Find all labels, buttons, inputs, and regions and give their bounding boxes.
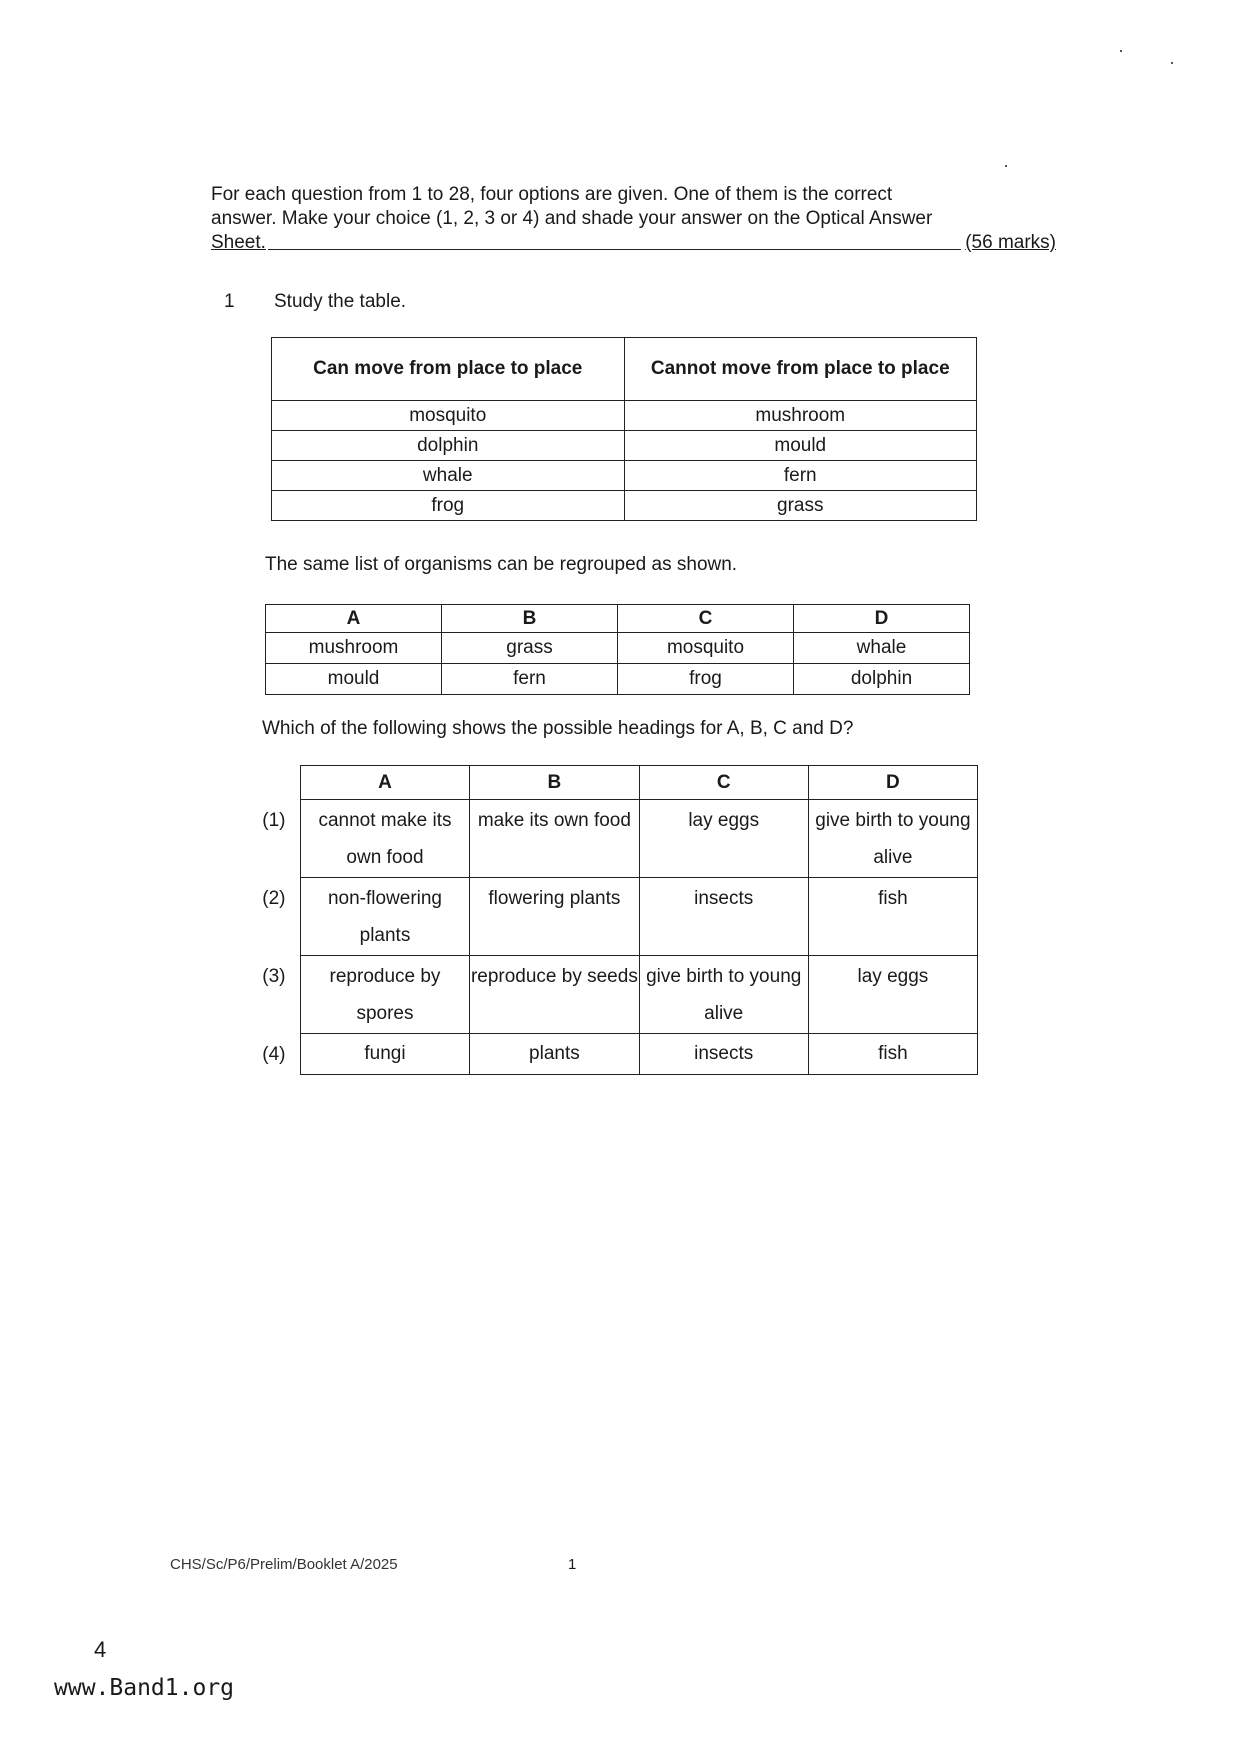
table-cell: grass: [624, 491, 977, 521]
footer-booklet-code: CHS/Sc/P6/Prelim/Booklet A/2025: [170, 1556, 398, 1573]
total-marks: (56 marks): [965, 232, 1056, 253]
option-cell: fish: [808, 878, 977, 956]
option-cell: give birth to young alive: [808, 800, 977, 878]
option-row-4[interactable]: [248, 1034, 978, 1075]
instructions-sheet-label: Sheet.: [211, 232, 266, 253]
options-header-spacer: [248, 766, 300, 800]
table-cell: whale: [794, 633, 970, 664]
option-cell: insects: [639, 878, 808, 956]
option-cell: plants: [470, 1034, 639, 1075]
group-header-a: A: [266, 605, 442, 633]
options-header-a: A: [300, 766, 469, 800]
table-cell: whale: [272, 461, 625, 491]
group-header-b: B: [442, 605, 618, 633]
options-header-d: D: [808, 766, 977, 800]
instructions-underline-fill: [268, 249, 961, 250]
table-cell: mosquito: [272, 401, 625, 431]
option-cell: fish: [808, 1034, 977, 1075]
option-cell: give birth to young alive: [639, 956, 808, 1034]
option-row-3[interactable]: [248, 956, 978, 1034]
option-cell: cannot make its own food: [300, 800, 469, 878]
movement-header-cannot-move: Cannot move from place to place: [624, 338, 977, 401]
page-number: 4: [94, 1637, 107, 1662]
options-table-header-row: [248, 766, 978, 800]
question-stem: Study the table.: [274, 291, 407, 312]
question-number: 1: [224, 291, 235, 312]
option-cell: non-flowering plants: [300, 878, 469, 956]
instructions-line-1: For each question from 1 to 28, four options are given. One of them is the correct: [211, 184, 893, 205]
table-row: [272, 491, 977, 521]
footer-page-number: 1: [568, 1556, 577, 1573]
table-row: [272, 431, 977, 461]
table-row: [272, 401, 977, 431]
option-cell: reproduce by seeds: [470, 956, 639, 1034]
option-number: (3): [262, 965, 286, 987]
table-cell: fern: [624, 461, 977, 491]
option-cell: lay eggs: [808, 956, 977, 1034]
table-cell: dolphin: [794, 664, 970, 695]
scan-speck: [1005, 165, 1007, 167]
table-cell: fern: [442, 664, 618, 695]
table-cell: dolphin: [272, 431, 625, 461]
table-cell: mushroom: [266, 633, 442, 664]
option-cell: reproduce by spores: [300, 956, 469, 1034]
option-cell: insects: [639, 1034, 808, 1075]
table-cell: mosquito: [618, 633, 794, 664]
option-cell: flowering plants: [470, 878, 639, 956]
instructions-line-3: [211, 231, 1056, 255]
instructions-line-2: answer. Make your choice (1, 2, 3 or 4) and shade your answer on the Optical Answer: [211, 208, 933, 229]
table-cell: mushroom: [624, 401, 977, 431]
option-cell: fungi: [300, 1034, 469, 1075]
group-table: [265, 604, 970, 695]
table-cell: frog: [618, 664, 794, 695]
table-cell: grass: [442, 633, 618, 664]
group-header-d: D: [794, 605, 970, 633]
option-number: (4): [262, 1043, 286, 1065]
movement-table: [271, 337, 977, 521]
instructions: [211, 183, 1056, 255]
options-header-b: B: [470, 766, 639, 800]
movement-table-header-row: [272, 338, 977, 401]
option-number: (1): [262, 809, 286, 831]
option-row-1[interactable]: [248, 800, 978, 878]
table-row: [266, 633, 970, 664]
option-number: (2): [262, 887, 286, 909]
option-row-2[interactable]: [248, 878, 978, 956]
movement-header-can-move: Can move from place to place: [272, 338, 625, 401]
table-cell: mould: [266, 664, 442, 695]
site-url-watermark: www.Band1.org: [54, 1675, 235, 1701]
table-cell: mould: [624, 431, 977, 461]
table-row: [266, 664, 970, 695]
table-cell: frog: [272, 491, 625, 521]
scan-speck: [1171, 62, 1173, 64]
options-table: [248, 765, 978, 1075]
option-cell: make its own food: [470, 800, 639, 878]
group-header-c: C: [618, 605, 794, 633]
question-prompt: Which of the following shows the possible headings for A, B, C and D?: [262, 718, 854, 739]
group-table-header-row: [266, 605, 970, 633]
options-header-c: C: [639, 766, 808, 800]
scan-speck: [1120, 50, 1122, 52]
table-row: [272, 461, 977, 491]
regroup-text: The same list of organisms can be regrouped as shown.: [265, 554, 738, 575]
option-cell: lay eggs: [639, 800, 808, 878]
